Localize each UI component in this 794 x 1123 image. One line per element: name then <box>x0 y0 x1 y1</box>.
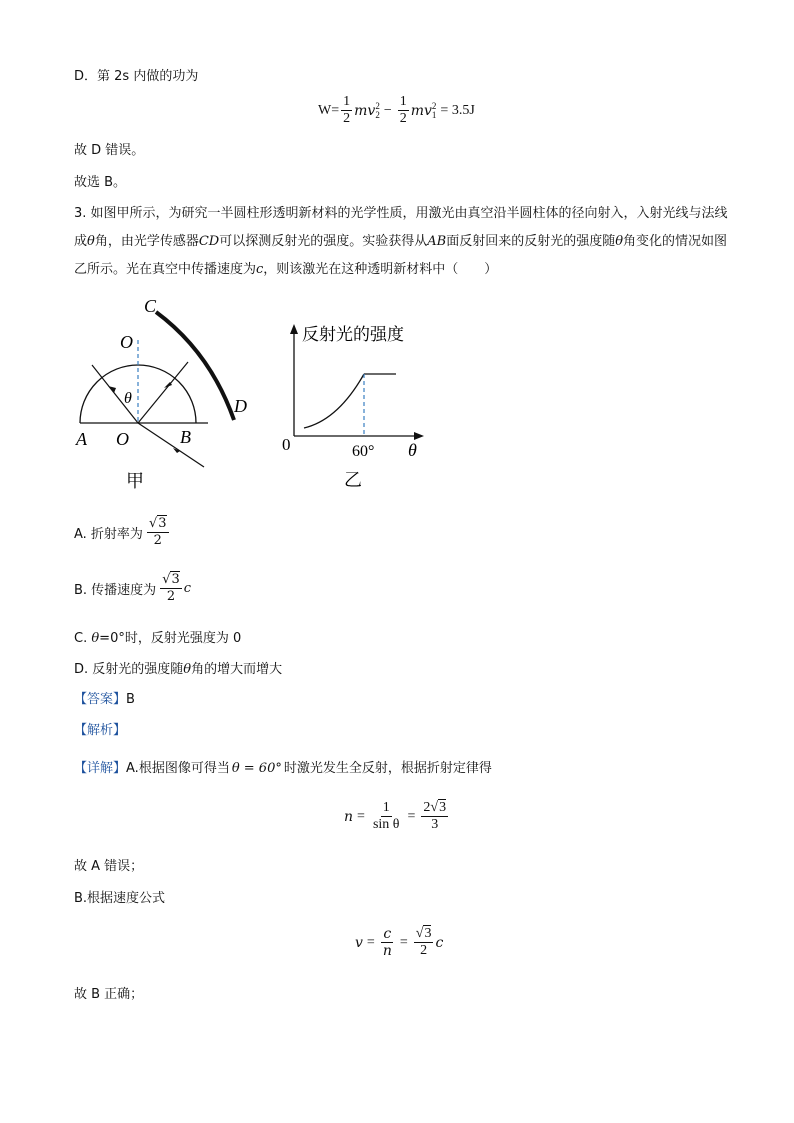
option-a: A. 折射率为 $\frac{√3}{2}$ <box>74 516 167 548</box>
origin-label: 0 <box>282 435 291 454</box>
label-a: A <box>76 429 87 449</box>
fraction-half-2: $\frac{1}{2}$ <box>399 94 407 126</box>
part-d-conclusion: 故 D 错误。 <box>74 143 145 158</box>
label-d: D <box>234 396 247 416</box>
incident-arrow <box>108 386 116 393</box>
figure-yi <box>278 318 428 493</box>
part-d-answer: 故选 B。 <box>74 175 127 190</box>
fraction-half-1: $\frac{1}{2}$ <box>343 94 351 126</box>
caption-jia: 甲 <box>126 471 144 492</box>
refraction-equation: n = $\frac{1}{\text{sin θ}}$ = $\frac{2√3}{3}$ <box>344 800 447 832</box>
answer-line: 【答案】B <box>74 692 135 707</box>
line-b: B.根据速度公式 <box>74 891 166 906</box>
label-c: C <box>144 296 157 316</box>
velocity-equation: v = $\frac{c}{n}$ = $\frac{√3}{2}$ c <box>355 926 444 959</box>
part-d-label: D．第 2s 内做的功为 <box>74 69 199 84</box>
work-equation: W= $\frac{1}{2}$ m v 2 2 − $\frac{1}{2}$ m v 2 1 = 3.5J <box>318 94 475 126</box>
sensor-cd <box>156 312 234 420</box>
label-o: O <box>116 429 129 449</box>
y-axis-arrow <box>290 324 298 334</box>
label-o-top: O <box>120 332 133 352</box>
option-d: D. 反射光的强度随θ角的增大而增大 <box>74 662 283 677</box>
label-b: B <box>180 427 191 447</box>
x-axis-label: θ <box>408 440 417 460</box>
x-axis-arrow <box>414 432 424 440</box>
eq-lhs: W= <box>318 102 340 118</box>
tick-60: 60° <box>352 443 375 460</box>
detail-line: 【详解】A.根据图像可得当 θ = 60° 时激光发生全反射，根据折射定律得 <box>74 761 492 776</box>
option-b: B. 传播速度为 $\frac{√3}{2}$ c <box>74 572 192 604</box>
question-3-stem: 3. 如图甲所示，为研究一半圆柱形透明新材料的光学性质，用激光由真空沿半圆柱体的径向射入，入射光线与法线成θ角，由光学传感器CD可以探测反射光的强度。实验获得从AB面反射回来的反射光的强度随θ角变化的情况如图乙所示。光在真空中传播速度为c，则该激光在这种透明新材料中（ ） <box>74 206 728 277</box>
y-axis-label: 反射光的强度 <box>302 325 404 345</box>
figure-jia <box>70 290 270 495</box>
analysis-tag: 【解析】 <box>74 723 127 738</box>
label-theta: θ <box>124 390 132 407</box>
conclusion-b: 故 B 正确； <box>74 987 144 1002</box>
refracted-ray <box>138 423 204 467</box>
conclusion-a: 故 A 错误； <box>74 859 144 874</box>
caption-yi: 乙 <box>344 470 362 491</box>
intensity-curve <box>304 374 364 428</box>
option-c: C. θ=0°时，反射光强度为 0 <box>74 631 242 646</box>
